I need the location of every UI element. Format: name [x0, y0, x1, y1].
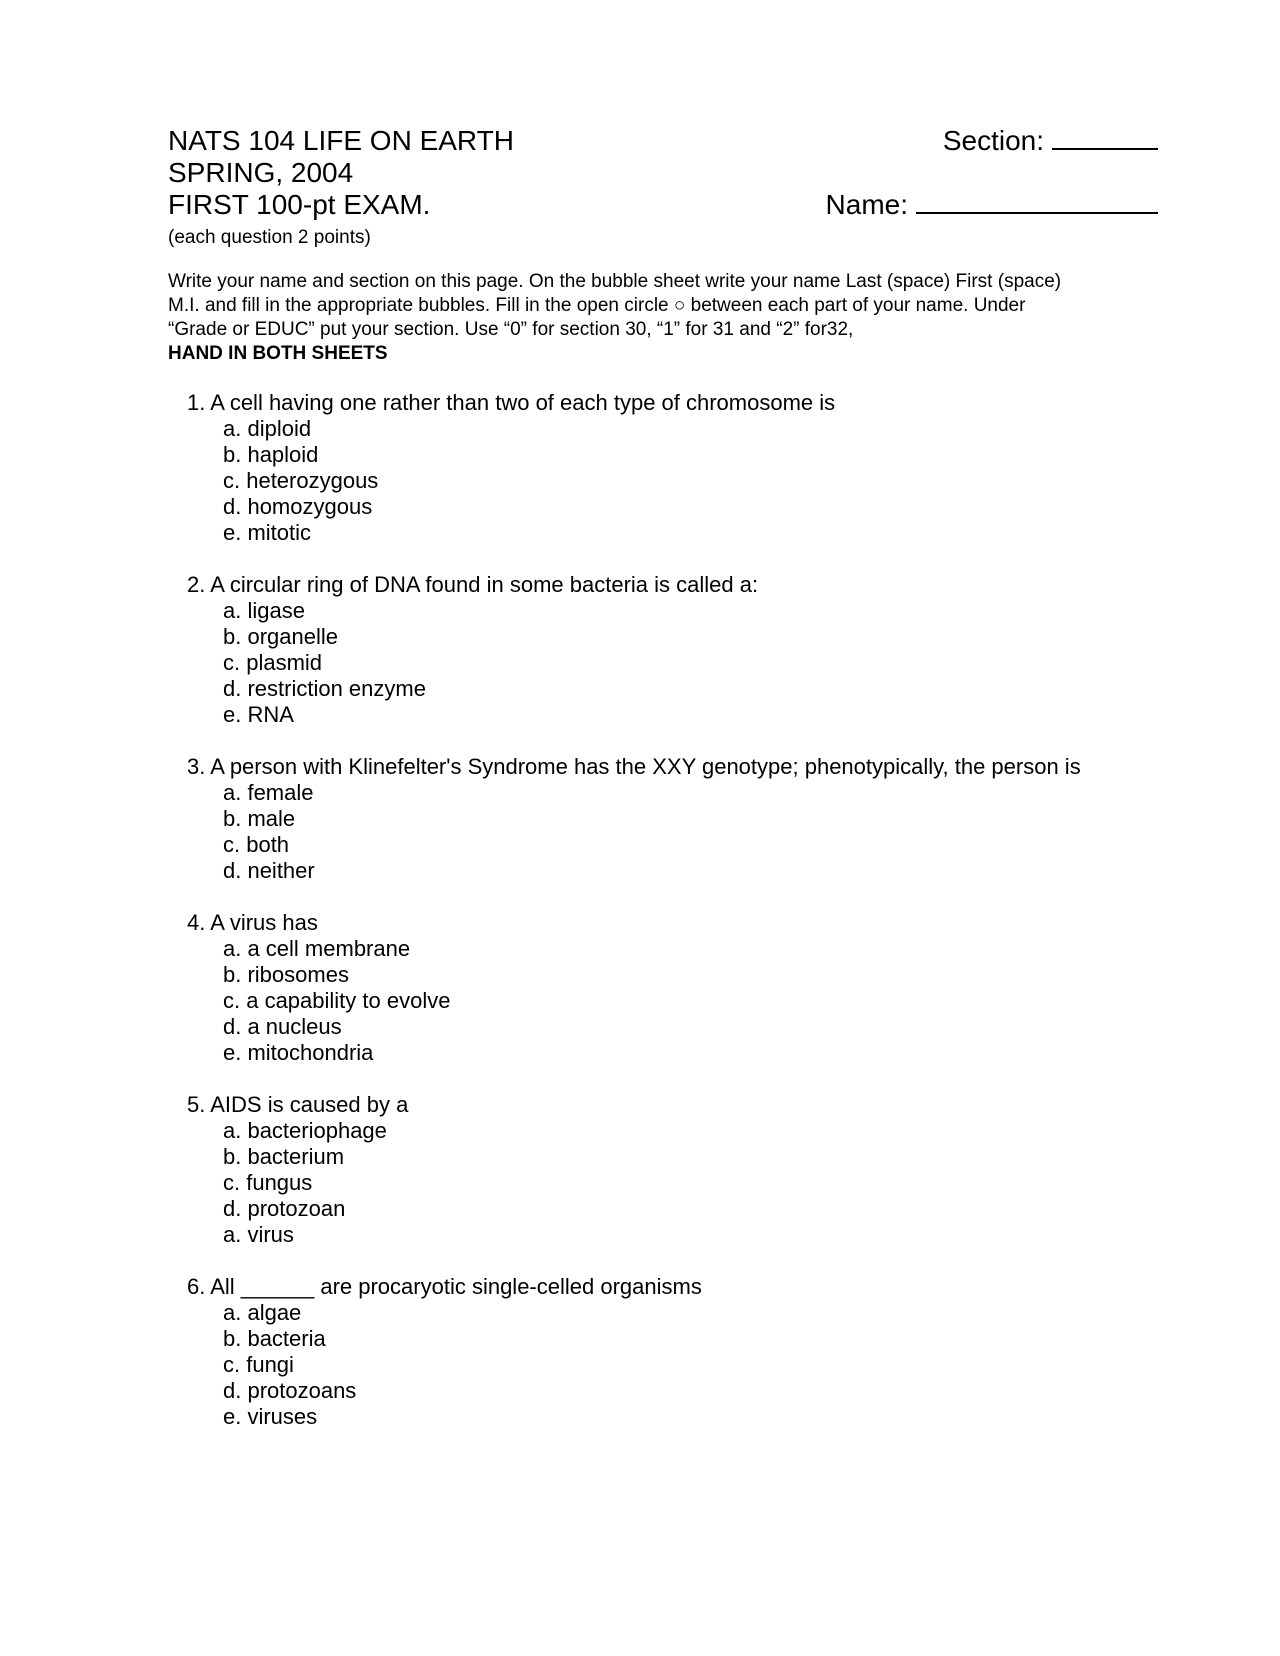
answer-option: e. mitotic — [223, 520, 312, 545]
answer-option: e. viruses — [223, 1404, 318, 1429]
name-label: Name: — [825, 189, 908, 220]
question-stem: 3. A person with Klinefelter's Syndrome has the XXY genotype; phenotypically, the person is — [187, 754, 1081, 779]
instructions — [168, 270, 1088, 366]
answer-option: b. male — [223, 806, 296, 831]
answer-option: b. bacterium — [223, 1144, 345, 1169]
name-field — [826, 188, 1158, 222]
answer-options — [187, 598, 1087, 728]
instructions-body: Write your name and section on this page. On the bubble sheet write your name Last (space) First (space) M.I. and fill in the appropriate bubbles. Fill in the open circle ○ between each part of your name. Under “Grade or EDUC” put your section. Use “0” for section 30, “1” for 31 and “2” for32, — [168, 271, 1062, 340]
answer-options — [187, 416, 1087, 546]
answer-option: d. protozoans — [223, 1378, 357, 1403]
name-blank[interactable] — [916, 188, 1158, 214]
answer-option: a. a cell membrane — [223, 936, 411, 961]
answer-option: a. ligase — [223, 598, 305, 623]
course-title: NATS 104 LIFE ON EARTH — [168, 125, 514, 156]
question-2 — [187, 572, 1087, 728]
exam-header — [168, 124, 1158, 254]
answer-options — [187, 1300, 1087, 1430]
answer-option: b. bacteria — [223, 1326, 326, 1351]
answer-option: d. neither — [223, 858, 315, 883]
answer-option: d. protozoan — [223, 1196, 346, 1221]
question-stem: 2. A circular ring of DNA found in some bacteria is called a: — [187, 572, 759, 597]
answer-option: d. a nucleus — [223, 1014, 342, 1039]
question-5 — [187, 1092, 1087, 1248]
answer-option: a. bacteriophage — [223, 1118, 387, 1143]
question-3 — [187, 754, 1087, 884]
answer-option: c. both — [223, 832, 290, 857]
points-note: (each question 2 points) — [168, 227, 371, 248]
question-4 — [187, 910, 1087, 1066]
answer-option: d. homozygous — [223, 494, 373, 519]
question-stem: 4. A virus has — [187, 910, 318, 935]
answer-option: b. organelle — [223, 624, 338, 649]
instructions-emphasis: HAND IN BOTH SHEETS — [168, 343, 388, 364]
answer-option: d. restriction enzyme — [223, 676, 426, 701]
section-label: Section: — [942, 125, 1044, 156]
section-field — [943, 124, 1158, 158]
answer-option: c. a capability to evolve — [223, 988, 451, 1013]
question-6 — [187, 1274, 1087, 1430]
answer-options — [187, 780, 1087, 884]
answer-option: a. diploid — [223, 416, 312, 441]
answer-options — [187, 936, 1087, 1066]
term-label: SPRING, 2004 — [168, 157, 354, 188]
question-list — [187, 390, 1087, 1456]
question-1 — [187, 390, 1087, 546]
question-stem: 6. All ______ are procaryotic single-celled organisms — [187, 1274, 702, 1299]
question-stem: 1. A cell having one rather than two of each type of chromosome is — [187, 390, 836, 415]
answer-option: a. female — [223, 780, 314, 805]
answer-option: a. virus — [223, 1222, 294, 1247]
answer-option: c. plasmid — [223, 650, 323, 675]
answer-option: c. fungi — [223, 1352, 294, 1377]
question-stem: 5. AIDS is caused by a — [187, 1092, 409, 1117]
answer-option: b. ribosomes — [223, 962, 349, 987]
answer-options — [187, 1118, 1087, 1248]
answer-option: e. mitochondria — [223, 1040, 374, 1065]
answer-option: a. algae — [223, 1300, 302, 1325]
section-blank[interactable] — [1052, 124, 1158, 150]
answer-option: c. heterozygous — [223, 468, 379, 493]
answer-option: e. RNA — [223, 702, 294, 727]
answer-option: c. fungus — [223, 1170, 313, 1195]
exam-title: FIRST 100-pt EXAM. — [168, 189, 431, 220]
answer-option: b. haploid — [223, 442, 319, 467]
